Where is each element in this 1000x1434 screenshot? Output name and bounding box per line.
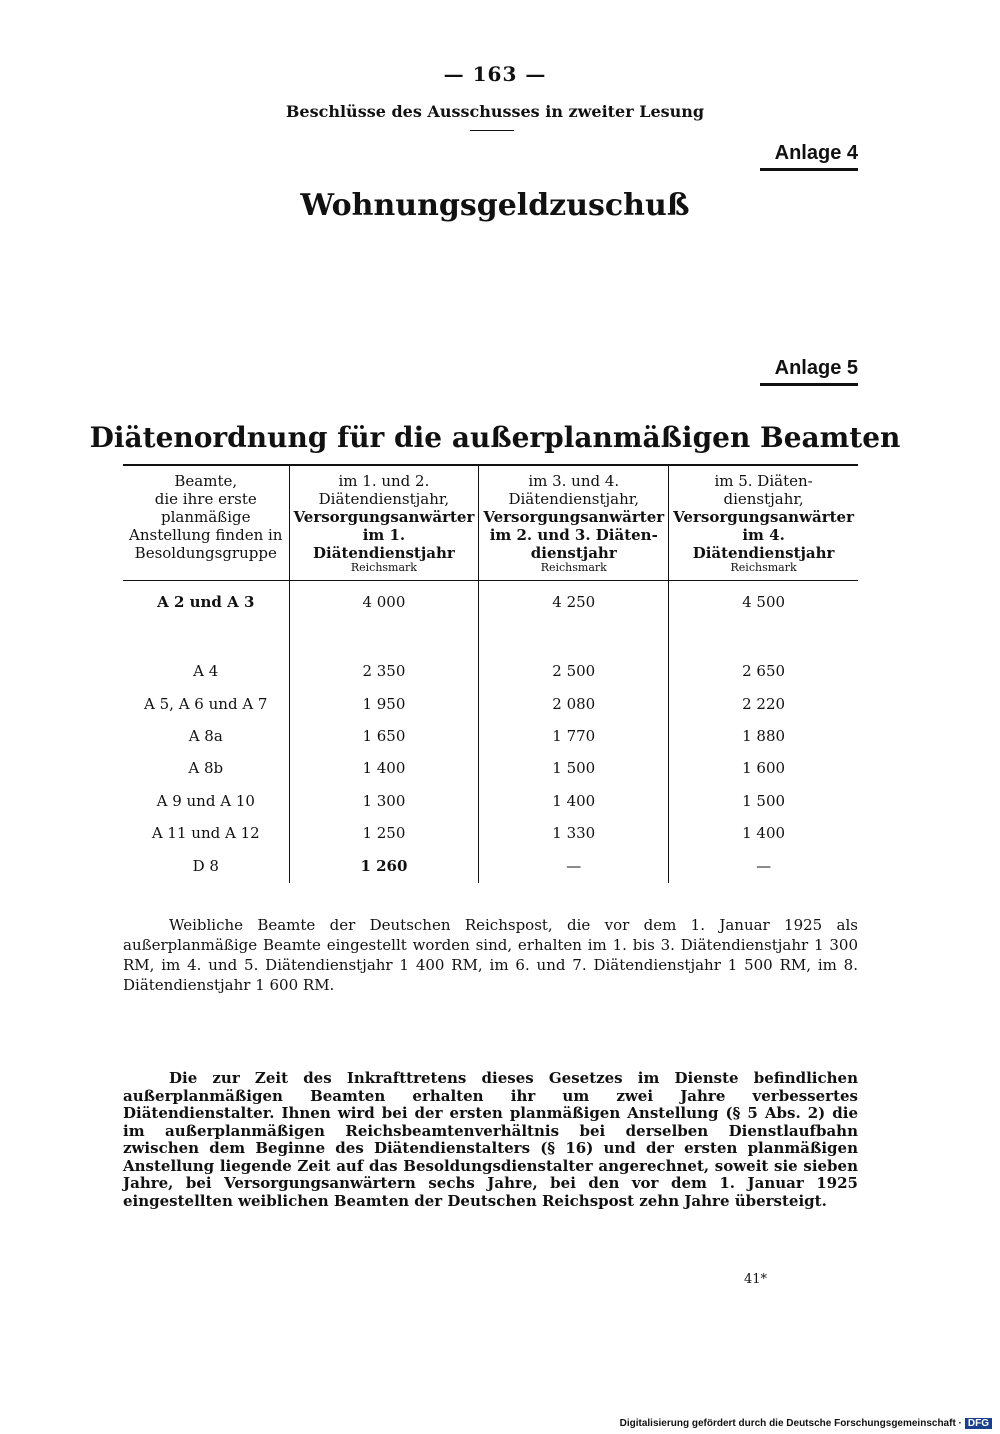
dfg-logo: DFG <box>965 1418 992 1429</box>
value-cell: 1 770 <box>479 720 669 752</box>
header-rule <box>470 130 514 131</box>
col-header-year-5: im 5. Diäten- dienstjahr, Versorgungsanwärter im 4. Diätendienstjahr Reichsmark <box>669 465 858 581</box>
group-cell: A 8b <box>188 759 224 778</box>
unit-label: Reichsmark <box>350 561 417 574</box>
value-cell: 1 400 <box>669 817 858 849</box>
signature-mark: 41* <box>744 1272 768 1287</box>
value-cell: 1 400 <box>289 752 479 784</box>
col-header-year-1-2: im 1. und 2. Diätendienstjahr, Versorgungsanwärter im 1. Diätendienstjahr Reichsmark <box>289 465 479 581</box>
page-number: — 163 — <box>443 62 547 86</box>
group-cell: D 8 <box>192 857 219 876</box>
unit-label: Reichsmark <box>540 561 607 574</box>
group-cell: A 4 <box>193 662 219 681</box>
value-cell: 4 000 <box>289 581 479 644</box>
transition-paragraph: Die zur Zeit des Inkrafttretens dieses Gesetzes im Dienste befindlichen außerplanmäßigen Beamten erhalten ihr um zwei Jahre verbessertes Diätendienstalter. Ihnen wird bei der ersten planmäßigen Anstellung (§ 5 Abs. 2) die im außerplanmäßigen Reichsbeamtenverhältnis bei derselben Dienstlaufbahn zwischen dem Beginne des Diätendienstalters (§ 16) und der ersten planmäßigen Anstellung liegende Zeit auf das Besoldungsdienstalter angerechnet, soweit sie sieben Jahre, bei Versorgungsanwärtern sechs Jahre, bei den vor dem 1. Januar 1925 eingestellten weiblichen Beamten der Deutschen Reichspost zehn Jahre übersteigt. <box>123 1069 858 1210</box>
value-cell: 1 880 <box>669 720 858 752</box>
table-row <box>123 785 858 817</box>
anlage-4-label: Anlage 4 <box>760 142 858 171</box>
value-cell: 1 250 <box>289 817 479 849</box>
anlage-5-title: Diätenordnung für die außerplanmäßigen Beamten <box>89 421 901 454</box>
value-cell: 2 650 <box>669 655 858 687</box>
value-cell: 1 950 <box>289 687 479 719</box>
table-row <box>123 817 858 849</box>
value-cell: 1 330 <box>479 817 669 849</box>
group-cell: A 5, A 6 und A 7 <box>144 694 268 713</box>
unit-label: Reichsmark <box>730 561 797 574</box>
table-header-row <box>123 465 858 581</box>
group-cell: A 8a <box>188 726 223 745</box>
value-cell: — <box>669 849 858 883</box>
value-cell: 1 650 <box>289 720 479 752</box>
group-cell: A 9 und A 10 <box>156 791 255 810</box>
spacer-row <box>123 643 858 655</box>
running-header: Beschlüsse des Ausschusses in zweiter Lesung <box>285 102 705 121</box>
diaeten-table <box>123 464 858 883</box>
value-cell: 1 400 <box>479 785 669 817</box>
value-cell: 4 500 <box>669 581 858 644</box>
value-cell: 1 500 <box>479 752 669 784</box>
value-cell: 1 300 <box>289 785 479 817</box>
value-cell: 2 220 <box>669 687 858 719</box>
footnote-women-officials: Weibliche Beamte der Deutschen Reichspost, die vor dem 1. Januar 1925 als außerplanmäßige Beamte eingestellt worden sind, erhalten im 1. bis 3. Diätendienstjahr 1 300 RM, im 4. und 5. Diätendienstjahr 1 400 RM, im 6. und 7. Diätendienstjahr 1 500 RM, im 8. Diätendienstjahr 1 600 RM. <box>123 916 858 994</box>
digitization-footer <box>600 1418 992 1429</box>
group-cell: A 11 und A 12 <box>151 824 260 843</box>
col-header-group: Beamte, die ihre erste planmäßige Anstellung finden in Besoldungsgruppe <box>123 465 289 581</box>
table-row <box>123 752 858 784</box>
value-cell: 2 080 <box>479 687 669 719</box>
group-cell: A 2 und A 3 <box>157 593 255 611</box>
value-cell: 2 350 <box>289 655 479 687</box>
footer-text: Digitalisierung gefördert durch die Deutsche Forschungsgemeinschaft · <box>619 1418 962 1429</box>
value-cell: — <box>479 849 669 883</box>
table-row <box>123 687 858 719</box>
value-cell: 1 500 <box>669 785 858 817</box>
value-cell: 1 260 <box>289 849 479 883</box>
value-cell: 2 500 <box>479 655 669 687</box>
anlage-5-label: Anlage 5 <box>760 357 858 386</box>
value-cell: 4 250 <box>479 581 669 644</box>
table-row <box>123 849 858 883</box>
col-header-year-3-4: im 3. und 4. Diätendienstjahr, Versorgungsanwärter im 2. und 3. Diäten- dienstjahr Reichsmark <box>479 465 669 581</box>
table-row <box>123 655 858 687</box>
table-row <box>123 720 858 752</box>
table-row <box>123 581 858 644</box>
anlage-4-title: Wohnungsgeldzuschuß <box>300 188 690 223</box>
value-cell: 1 600 <box>669 752 858 784</box>
